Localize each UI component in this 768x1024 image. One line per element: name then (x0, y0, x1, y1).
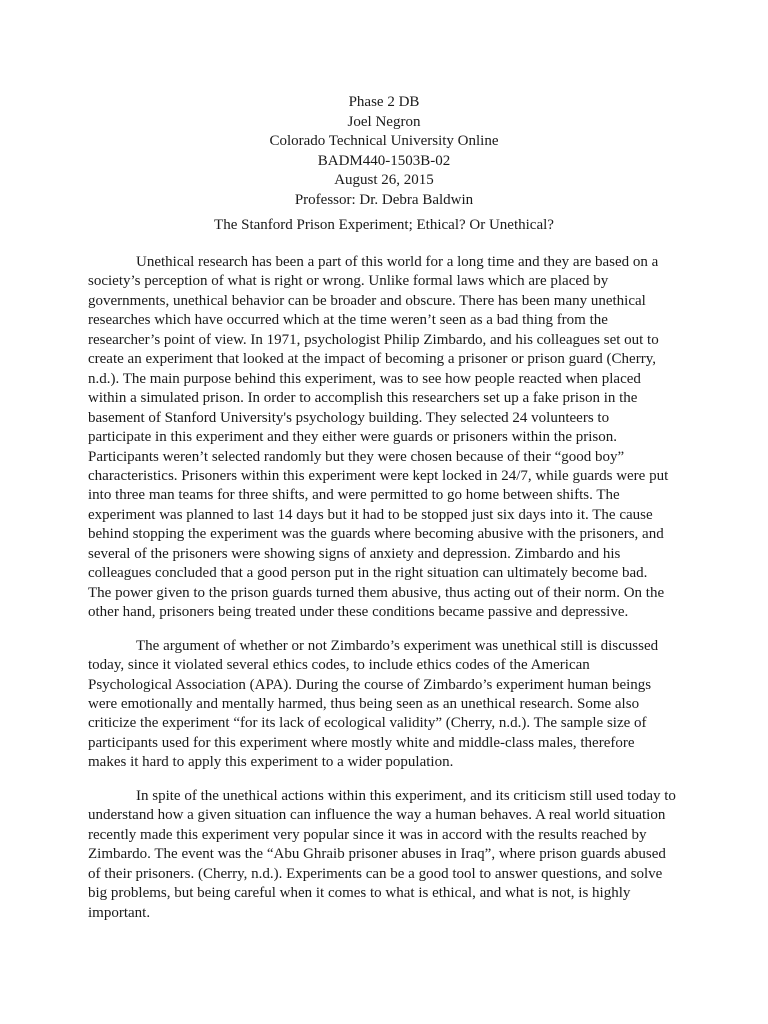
paragraph-line: today, since it violated several ethics codes, to include ethics codes of the American (88, 657, 590, 674)
document-body (88, 253, 680, 937)
paragraph-line: Unethical research has been a part of this world for a long time and they are based on a (136, 254, 659, 270)
paragraph-line: In spite of the unethical actions within this experiment, and its criticism still used today to (136, 787, 676, 804)
paragraph-line: colleagues concluded that a good person put in the right situation can ultimately become bad. (88, 565, 648, 582)
course-code: BADM440-1503B-02 (317, 152, 451, 169)
paragraph-line: into three man teams for three shifts, and were permitted to go home between shifts. The (88, 487, 620, 504)
paragraph-line: Participants weren’t selected randomly but they were chosen because of their “good boy” (88, 448, 625, 465)
paragraph-line: several of the prisoners were showing signs of anxiety and depression. Zimbardo and his (88, 545, 621, 562)
paragraph-line: understand how a given situation can influence the way a human behaves. A real world situation (88, 807, 666, 824)
paragraph-line: participate in this experiment and they either were guards or prisoners within the prison. (88, 429, 618, 446)
paragraph-line: other hand, prisoners being treated under these conditions became passive and depressive. (88, 604, 629, 621)
paragraph-line: characteristics. Prisoners within this experiment were kept locked in 24/7, while guards were put (88, 467, 669, 484)
paragraph-line: within a simulated prison. In order to accomplish this researchers set up a fake prison in the (88, 390, 638, 407)
paragraph-line: participants used for this experiment where mostly white and middle-class males, therefore (88, 734, 635, 751)
paragraph-line: criticize the experiment “for its lack of ecological validity” (Cherry, n.d.). The sample size of (88, 715, 647, 732)
paragraph-line: of their prisoners. (Cherry, n.d.). Experiments can be a good tool to answer questions, and solve (88, 865, 663, 882)
paragraph-line: Zimbardo. The event was the “Abu Ghraib prisoner abuses in Iraq”, where prison guards abused (88, 846, 666, 863)
paragraph (88, 787, 680, 923)
paragraph-line: behind stopping the experiment was the guards where becoming abusive with the prisoners, and (88, 526, 664, 543)
paragraph-line: experiment was planned to last 14 days but it had to be stopped just six days into it. The cause (88, 506, 653, 523)
paragraph-line: big problems, but being careful when it comes to what is ethical, and what is not, is highly (88, 885, 631, 902)
paragraph-line: recently made this experiment very popular since it was in accord with the results reached by (88, 826, 647, 843)
paragraph-line: basement of Stanford University's psychology building. They selected 24 volunteers to (88, 409, 610, 426)
paragraph-line: were emotionally and mentally harmed, thus being seen as an unethical research. Some also (88, 695, 640, 712)
paragraph-line: important. (88, 904, 151, 921)
paragraph-line: Psychological Association (APA). During the course of Zimbardo’s experiment human beings (88, 676, 652, 693)
document-header (0, 93, 768, 210)
author-name: Joel Negron (347, 113, 421, 130)
paragraph-line: makes it hard to apply this experiment to a wider population. (88, 754, 454, 771)
paragraph-line: society’s perception of what is right or wrong. Unlike formal laws which are placed by (88, 273, 609, 290)
paragraph-line: The power given to the prison guards turned them abusive, thus acting out of their norm. On the (88, 584, 665, 601)
paragraph (88, 253, 680, 623)
assignment-label: Phase 2 DB (348, 94, 420, 110)
paragraph-line: create an experiment that looked at the impact of becoming a prisoner or prison guard (Cherry, (88, 351, 656, 368)
institution-name: Colorado Technical University Online (269, 133, 499, 149)
paragraph-line: The argument of whether or not Zimbardo’s experiment was unethical still is discussed (136, 637, 659, 654)
document-date: August 26, 2015 (334, 172, 434, 188)
document-title: The Stanford Prison Experiment; Ethical? Or Unethical? (214, 217, 554, 233)
paragraph-line: governments, unethical behavior can be broader and obscure. There has been many unethical (88, 292, 646, 309)
paragraph-line: researcher’s point of view. In 1971, psychologist Philip Zimbardo, and his colleagues set out to (88, 331, 659, 348)
paragraph (88, 637, 680, 773)
paragraph-line: n.d.). The main purpose behind this experiment, was to see how people reacted when placed (88, 370, 641, 387)
paragraph-line: researches which have occurred which at the time weren’t seen as a bad thing from the (88, 312, 608, 329)
professor-name: Professor: Dr. Debra Baldwin (294, 191, 474, 208)
